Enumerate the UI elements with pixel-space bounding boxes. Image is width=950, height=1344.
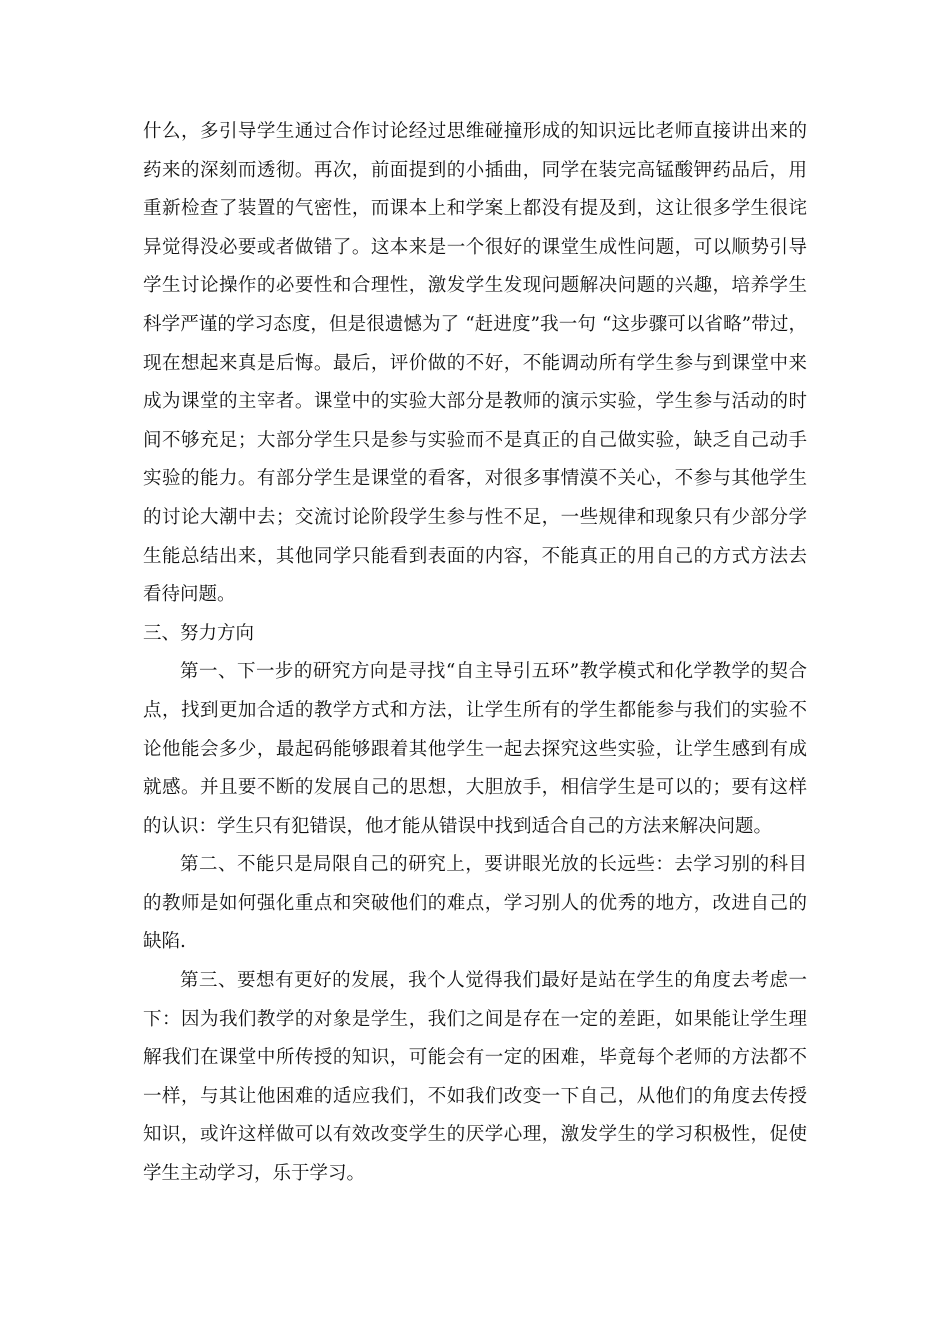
paragraph-third-direction: 第三、要想有更好的发展，我个人觉得我们最好是站在学生的角度去考虑一下：因为我们教学的对象是学生，我们之间是存在一定的差距，如果能让学生理解我们在课堂中所传授的知识，可能会有一定的困难，毕竟每个老师的方法都不一样，与其让他困难的适应我们，不如我们改变一下自己，从他们的角度去传授知识，或许这样做可以有效改变学生的厌学心理，激发学生的学习积极性，促使学生主动学习，乐于学习。 [143,970,807,1185]
paragraph-first-direction: 第一、下一步的研究方向是寻找“自主导引五环”教学模式和化学教学的契合点，找到更加合适的教学方式和方法，让学生所有的学生都能参与我们的实验不论他能会多少，最起码能够跟着其他学生一起去探究这些实验，让学生感到有成就感。并且要不断的发展自己的思想，大胆放手，相信学生是可以的；要有这样的认识：学生只有犯错误，他才能从错误中找到适合自己的方法来解决问题。 [143,661,807,837]
section-heading-improvement-direction: 三、努力方向 [143,622,255,644]
document-body [143,113,807,1194]
paragraph-reflection: 什么，多引导学生通过合作讨论经过思维碰撞形成的知识远比老师直接讲出来的药来的深刻而透彻。再次，前面提到的小插曲，同学在装完高锰酸钾药品后，用重新检查了装置的气密性，而课本上和学案上都没有提及到，这让很多学生很诧异觉得没必要或者做错了。这本来是一个很好的课堂生成性问题，可以顺势引导学生讨论操作的必要性和合理性，激发学生发现问题解决问题的兴趣，培养学生科学严谨的学习态度，但是很遗憾为了 “赶进度”我一句 “这步骤可以省略”带过，现在想起来真是后悔。最后，评价做的不好，不能调动所有学生参与到课堂中来成为课堂的主宰者。课堂中的实验大部分是教师的演示实验，学生参与活动的时间不够充足；大部分学生只是参与实验而不是真正的自己做实验，缺乏自己动手实验的能力。有部分学生是课堂的看客，对很多事情漠不关心，不参与其他学生的讨论大潮中去；交流讨论阶段学生参与性不足，一些规律和现象只有少部分学生能总结出来，其他同学只能看到表面的内容，不能真正的用自己的方式方法去看待问题。 [143,121,807,606]
paragraph-second-direction: 第二、不能只是局限自己的研究上，要讲眼光放的长远些：去学习别的科目的教师是如何强化重点和突破他们的难点，学习别人的优秀的地方，改进自己的缺陷. [143,854,807,953]
